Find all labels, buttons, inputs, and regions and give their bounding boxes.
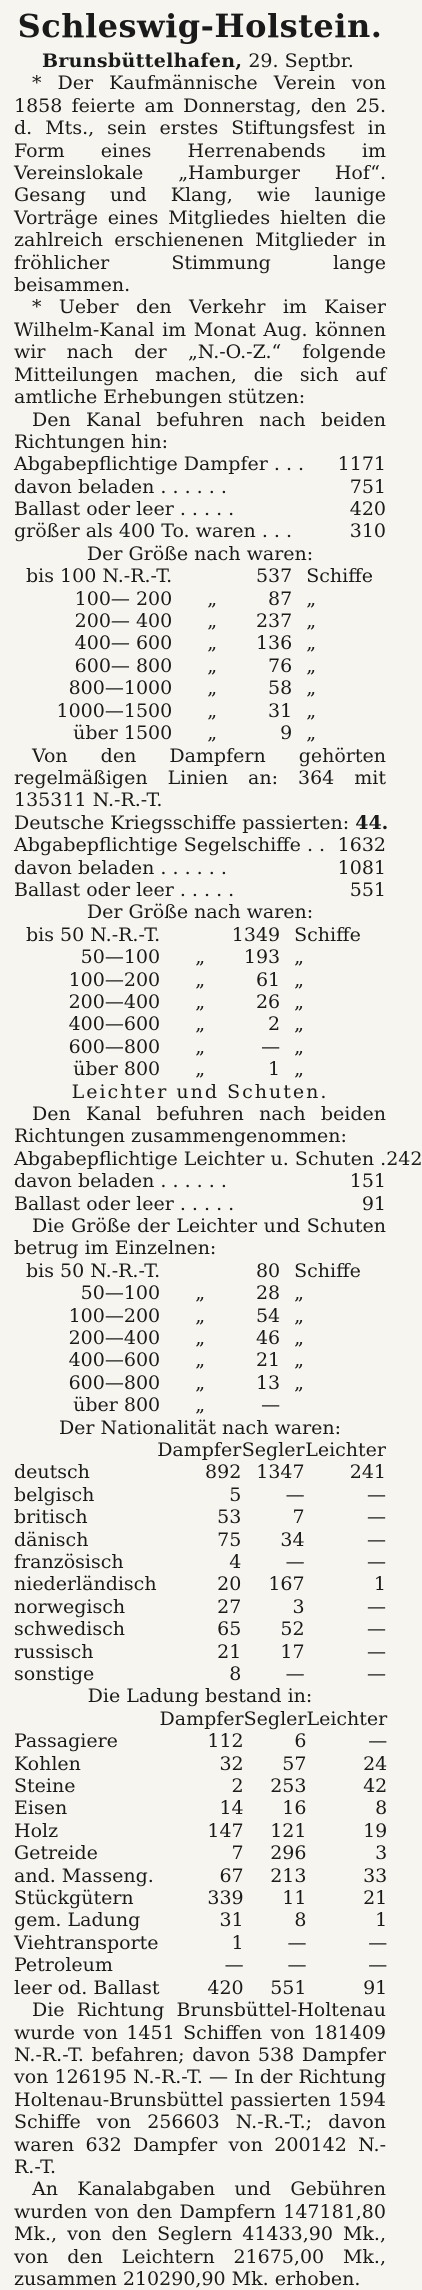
table-row: [14, 1775, 387, 1797]
size-count: 1: [268, 1058, 281, 1081]
cell-dampfer: 112: [207, 1730, 244, 1753]
size-row: [26, 632, 373, 654]
stat-row: [14, 453, 386, 475]
table-row: [14, 1954, 387, 1976]
size-count: 537: [255, 565, 293, 588]
size-ditto: [170, 1260, 230, 1282]
table-row: [14, 1506, 386, 1528]
size-count: 80: [255, 1259, 281, 1282]
size-ditto: „: [207, 677, 218, 700]
cell-segler: 253: [270, 1775, 307, 1798]
linien-paragraph: Von den Dampfern gehörten regelmäßigen Linien an: 364 mit 135311 N.-R.-T.: [14, 744, 386, 812]
row-label: Kohlen: [14, 1752, 81, 1775]
size-ditto: „: [195, 1371, 206, 1394]
size-range: 1000—1500: [56, 699, 173, 722]
leichter-groesse-intro: Die Größe der Leichter und Schuten betrug im Einzelnen:: [14, 1214, 386, 1260]
table-row: [14, 1641, 386, 1663]
table-row: [14, 1797, 387, 1819]
size-ditto: „: [207, 722, 218, 745]
cell-dampfer: 32: [219, 1752, 244, 1775]
cell-dampfer: 7: [231, 1842, 244, 1865]
size-count: 13: [255, 1371, 281, 1394]
cell-dampfer: 65: [217, 1618, 242, 1641]
stat-label: Ballast oder leer . . . . .: [14, 1192, 235, 1215]
size-unit: „: [306, 722, 317, 745]
dampfer-list: [14, 453, 386, 543]
cell-dampfer: 21: [217, 1640, 242, 1663]
abgaben-paragraph: An Kanalabgaben und Gebühren wurden von den Dampfern 147181,80 Mk., von den Seglern 41433,90 Mk., von den Leichtern 21675,00 Mk., zusammen 210290,90 Mk. erhoben.: [14, 2178, 386, 2290]
table-row: [14, 1887, 387, 1909]
table-row: [14, 1730, 387, 1752]
cell-leichter: —: [368, 1931, 388, 1954]
cell-dampfer: 339: [207, 1887, 244, 1910]
stat-row: [14, 520, 386, 542]
size-range: 200— 400: [74, 610, 173, 633]
size-ditto: „: [195, 946, 206, 969]
segler-groesse-heading: Der Größe nach waren:: [86, 901, 314, 924]
size-ditto: [170, 924, 230, 946]
size-count: 2: [268, 1013, 281, 1036]
cell-dampfer: 14: [219, 1797, 244, 1820]
size-count: 136: [255, 632, 293, 655]
cell-leichter: 8: [375, 1797, 388, 1820]
size-count: 9: [280, 722, 293, 745]
size-count: —: [261, 1035, 281, 1058]
dateline-date: 29. Septbr.: [248, 50, 354, 72]
size-unit: [280, 1394, 361, 1416]
leichter-list: [14, 1147, 422, 1215]
row-label: französisch: [14, 1550, 124, 1573]
row-label: Petroleum: [14, 1954, 113, 1977]
cell-leichter: 24: [363, 1752, 388, 1775]
table-header-blank: [14, 1439, 157, 1461]
paragraph-kanal-intro: * Ueber den Verkehr im Kaiser Wilhelm-Kanal im Monat Aug. können wir nach der „N.-O.-Z.“ folgende Mitteilungen machen, die sich auf amtliche Erhebungen stützen:: [14, 296, 386, 409]
stat-value: 1081: [337, 856, 386, 879]
column-header: Leichter: [306, 1707, 388, 1730]
size-row: [26, 722, 373, 744]
row-label: deutsch: [14, 1461, 90, 1484]
size-range: 400—600: [68, 1349, 161, 1372]
cell-segler: 7: [292, 1506, 305, 1529]
cell-dampfer: —: [224, 1954, 244, 1977]
table-row: [14, 1663, 386, 1685]
table-row: [14, 1909, 387, 1931]
size-row: [26, 1372, 361, 1394]
size-ditto: „: [195, 990, 206, 1013]
size-unit: „: [294, 1371, 304, 1394]
cell-leichter: 1: [375, 1909, 388, 1932]
size-count: 31: [268, 699, 293, 722]
nationalitaet-table: [14, 1439, 386, 1685]
size-row: [26, 588, 373, 610]
leichter-groesse-table: [26, 1260, 361, 1417]
stat-value: 1632: [337, 834, 386, 857]
size-unit: „: [306, 699, 317, 722]
page-title: Schleswig-Holstein.: [17, 7, 383, 45]
size-row: [26, 1036, 361, 1058]
size-row: [26, 700, 373, 722]
size-row: [26, 969, 361, 991]
cell-leichter: 91: [363, 1976, 388, 1999]
stat-value: 1171: [337, 453, 386, 476]
size-ditto: „: [207, 654, 218, 677]
size-range: 100— 200: [74, 587, 173, 610]
size-range: 400— 600: [74, 632, 173, 655]
size-unit: „: [294, 1058, 304, 1081]
richtung-paragraph: Die Richtung Brunsbüttel-Holtenau wurde von 1451 Schiffen von 181409 N.-R.-T. befahren; davon 538 Dampfer von 126195 N.-R.-T. — In der Richtung Holtenau-Brunsbüttel passierten 1594 Schiffe von 256603 N.-R.-T.; davon waren 632 Dampfer von 200142 N.-R.-T.: [14, 1999, 386, 2178]
size-unit: Schiffe: [306, 565, 373, 588]
size-row: [26, 1058, 361, 1080]
size-row: [26, 565, 373, 587]
dampfer-groesse-table: [26, 565, 373, 744]
size-unit: „: [294, 968, 304, 991]
cell-segler: —: [287, 1954, 307, 1977]
column-header: Dampfer: [159, 1707, 244, 1730]
stat-value: 151: [349, 1170, 386, 1193]
cell-dampfer: 2: [231, 1775, 244, 1798]
row-label: Getreide: [14, 1842, 98, 1865]
cell-segler: 213: [270, 1864, 307, 1887]
row-label: and. Masseng.: [14, 1864, 154, 1887]
stat-label: Ballast oder leer . . . . .: [14, 498, 235, 521]
table-row: [14, 1932, 387, 1954]
stat-label: Ballast oder leer . . . . .: [14, 878, 235, 901]
cell-segler: 296: [270, 1842, 307, 1865]
size-row: [26, 1305, 361, 1327]
cell-segler: 8: [294, 1909, 307, 1932]
size-range: bis 50 N.-R.-T.: [26, 1259, 161, 1282]
table-row: [14, 1618, 386, 1640]
size-ditto: „: [195, 1058, 206, 1081]
size-row: [26, 677, 373, 699]
row-label: belgisch: [14, 1483, 95, 1506]
size-row: [26, 1327, 361, 1349]
stat-row: [14, 1170, 386, 1192]
stat-value: 310: [349, 520, 386, 543]
row-label: dänisch: [14, 1528, 89, 1551]
table-row: [14, 1820, 387, 1842]
size-unit: „: [294, 1282, 304, 1305]
stat-row: [14, 476, 386, 498]
size-unit: „: [294, 1304, 304, 1327]
size-unit: „: [294, 946, 304, 969]
size-range: 100—200: [68, 1304, 161, 1327]
size-unit: „: [294, 1326, 304, 1349]
cell-dampfer: 892: [205, 1461, 242, 1484]
cell-segler: 551: [270, 1976, 307, 1999]
size-unit: „: [294, 990, 304, 1013]
row-label: Holz: [14, 1819, 59, 1842]
nationalitaet-heading: Der Nationalität nach waren:: [58, 1416, 342, 1439]
size-count: 26: [255, 990, 281, 1013]
table-row: [14, 1529, 386, 1551]
table-row: [14, 1484, 386, 1506]
size-count: 237: [255, 610, 293, 633]
cell-segler: 167: [268, 1573, 305, 1596]
stat-label: größer als 400 To. waren . . .: [14, 520, 293, 543]
table-row: [14, 1977, 387, 1999]
cell-segler: 34: [280, 1528, 305, 1551]
size-count: 54: [255, 1304, 281, 1327]
size-range: 100—200: [68, 968, 161, 991]
size-row: [26, 946, 361, 968]
size-range: 400—600: [68, 1013, 161, 1036]
size-range: 50—100: [80, 946, 161, 969]
size-ditto: „: [207, 632, 218, 655]
size-row: [26, 1013, 361, 1035]
size-count: 87: [268, 587, 293, 610]
size-unit: Schiffe: [294, 923, 361, 946]
row-label: norwegisch: [14, 1595, 126, 1618]
size-ditto: „: [195, 1304, 206, 1327]
size-count: 193: [243, 946, 281, 969]
column-header: Dampfer: [157, 1438, 242, 1461]
size-count: 28: [255, 1282, 281, 1305]
cell-dampfer: 20: [217, 1573, 242, 1596]
size-ditto: „: [195, 1035, 206, 1058]
cell-leichter: —: [367, 1483, 386, 1506]
table-header-blank: [14, 1708, 160, 1730]
table-row: [14, 1865, 387, 1887]
cell-segler: 16: [282, 1797, 307, 1820]
stat-row: [14, 857, 386, 879]
column-header: Segler: [241, 1438, 305, 1461]
cell-leichter: —: [368, 1730, 388, 1753]
row-label: sonstige: [14, 1663, 95, 1686]
dateline-place: Brunsbüttelhafen,: [42, 50, 243, 72]
cell-segler: 3: [292, 1595, 305, 1618]
cell-dampfer: 420: [207, 1976, 244, 1999]
size-ditto: „: [207, 587, 218, 610]
cell-dampfer: 75: [217, 1528, 242, 1551]
size-ditto: „: [207, 610, 218, 633]
size-count: 58: [268, 677, 293, 700]
row-label: Steine: [14, 1775, 76, 1798]
cell-dampfer: 8: [229, 1663, 242, 1686]
size-count: 1349: [231, 923, 281, 946]
size-range: über 1500: [73, 722, 173, 745]
size-unit: Schiffe: [294, 1259, 361, 1282]
ladung-table: [14, 1708, 387, 1999]
size-ditto: „: [195, 1394, 206, 1417]
cell-segler: 17: [280, 1640, 305, 1663]
size-ditto: „: [195, 1349, 206, 1372]
row-label: gem. Ladung: [14, 1909, 141, 1932]
size-unit: „: [306, 632, 317, 655]
size-range: über 800: [73, 1058, 161, 1081]
size-range: 200—400: [68, 990, 161, 1013]
column-header: Segler: [243, 1707, 307, 1730]
size-row: [26, 1349, 361, 1371]
dampfer-groesse-heading: Der Größe nach waren:: [86, 542, 314, 565]
size-unit: „: [306, 587, 317, 610]
table-row: [14, 1753, 387, 1775]
size-ditto: „: [195, 1013, 206, 1036]
cell-leichter: —: [367, 1506, 386, 1529]
cell-segler: 6: [294, 1730, 307, 1753]
cell-dampfer: 67: [219, 1864, 244, 1887]
kriegsschiffe-line: [14, 811, 389, 834]
leichter-intro: Den Kanal befuhren nach beiden Richtungen zusammengenommen:: [14, 1102, 386, 1148]
table-row: [14, 1551, 386, 1573]
cell-dampfer: 31: [219, 1909, 244, 1932]
stat-label: davon beladen . . . . . .: [14, 1170, 227, 1193]
size-unit: „: [306, 610, 317, 633]
cell-segler: —: [285, 1663, 305, 1686]
stat-row: [14, 879, 386, 901]
cell-segler: 1347: [256, 1461, 305, 1484]
size-range: 600—800: [68, 1371, 161, 1394]
size-range: 800—1000: [68, 677, 173, 700]
table-header-row: [14, 1708, 387, 1730]
stat-value: 751: [349, 475, 386, 498]
size-ditto: [182, 565, 242, 587]
cell-segler: 52: [280, 1618, 305, 1641]
stat-label: Abgabepflichtige Leichter u. Schuten .: [14, 1147, 387, 1170]
stat-row: [14, 1147, 422, 1170]
cell-leichter: 3: [375, 1842, 388, 1865]
row-label: schwedisch: [14, 1618, 126, 1641]
size-range: 50—100: [80, 1282, 161, 1305]
row-label: russisch: [14, 1640, 94, 1663]
stat-label: Abgabepflichtige Dampfer . . .: [14, 453, 305, 476]
cell-leichter: —: [368, 1954, 388, 1977]
stat-row: [14, 498, 386, 520]
stat-value: 91: [361, 1192, 386, 1215]
size-range: bis 50 N.-R.-T.: [26, 923, 161, 946]
cell-leichter: —: [367, 1528, 386, 1551]
cell-leichter: —: [367, 1663, 386, 1686]
kriegsschiffe-text: Deutsche Kriegsschiffe passierten:: [14, 811, 350, 834]
row-label: Passagiere: [14, 1730, 118, 1753]
size-row: [26, 655, 373, 677]
paragraph-verein: * Der Kaufmännische Verein von 1858 feierte am Donnerstag, den 25. d. Mts., sein erstes Stiftungsfest in Form eines Herrenabends im Vereinslokale „Hamburger Hof“. Gesang und Klang, wie launige Vorträge eines Mitgliedes hielten die zahlreich erschienenen Mitglieder in fröhlicher Stimmung lange beisammen.: [14, 72, 386, 297]
stat-value: 242: [386, 1147, 422, 1170]
stat-label: Abgabepflichtige Segelschiffe . .: [14, 834, 326, 857]
size-row: [26, 610, 373, 632]
table-row: [14, 1461, 386, 1483]
cell-leichter: —: [367, 1640, 386, 1663]
cell-segler: 121: [270, 1819, 307, 1842]
dateline: [42, 50, 386, 72]
size-count: 21: [255, 1349, 281, 1372]
size-count: —: [261, 1394, 281, 1417]
cell-leichter: 21: [363, 1887, 388, 1910]
cell-segler: —: [287, 1931, 307, 1954]
table-row: [14, 1842, 387, 1864]
cell-segler: —: [285, 1483, 305, 1506]
size-row: [26, 1282, 361, 1304]
cell-segler: —: [285, 1550, 305, 1573]
table-row: [14, 1573, 386, 1595]
cell-leichter: 241: [349, 1461, 386, 1484]
cell-segler: 57: [282, 1752, 307, 1775]
cell-leichter: 19: [363, 1819, 388, 1842]
size-count: 76: [268, 654, 293, 677]
cell-leichter: —: [367, 1618, 386, 1641]
cell-leichter: —: [367, 1550, 386, 1573]
size-ditto: „: [195, 968, 206, 991]
table-row: [14, 1596, 386, 1618]
size-unit: „: [294, 1035, 304, 1058]
row-label: Stückgütern: [14, 1887, 134, 1910]
size-unit: „: [294, 1013, 304, 1036]
cell-dampfer: 4: [229, 1550, 242, 1573]
size-unit: „: [306, 677, 317, 700]
size-ditto: „: [195, 1282, 206, 1305]
table-header-row: [14, 1439, 386, 1461]
cell-leichter: 1: [373, 1573, 386, 1596]
cell-dampfer: 27: [217, 1595, 242, 1618]
cell-leichter: —: [367, 1595, 386, 1618]
cell-dampfer: 53: [217, 1506, 242, 1529]
column-header: Leichter: [305, 1438, 386, 1461]
row-label: Viehtransporte: [14, 1931, 159, 1954]
leichter-heading: Leichter und Schuten.: [71, 1080, 329, 1103]
cell-segler: 11: [282, 1887, 307, 1910]
segler-groesse-table: [26, 924, 361, 1081]
ladung-heading: Die Ladung bestand in:: [87, 1685, 313, 1708]
size-ditto: „: [207, 699, 218, 722]
size-row: [26, 1394, 361, 1416]
size-unit: „: [294, 1349, 304, 1372]
size-range: bis 100 N.-R.-T.: [26, 565, 173, 588]
stat-label: davon beladen . . . . . .: [14, 475, 227, 498]
cell-leichter: 42: [363, 1775, 388, 1798]
segler-list: [14, 834, 386, 901]
row-label: leer od. Ballast: [14, 1976, 160, 1999]
size-range: 600—800: [68, 1035, 161, 1058]
kriegsschiffe-value: 44.: [355, 811, 389, 834]
row-label: Eisen: [14, 1797, 68, 1820]
kanal-heading: Den Kanal befuhren nach beiden Richtungen hin:: [14, 408, 386, 453]
size-row: [26, 1260, 361, 1282]
size-row: [26, 924, 361, 946]
size-range: 200—400: [68, 1326, 161, 1349]
row-label: britisch: [14, 1506, 88, 1529]
stat-value: 420: [349, 498, 386, 521]
size-count: 46: [255, 1326, 281, 1349]
stat-row: [14, 1193, 386, 1215]
cell-leichter: 33: [363, 1864, 388, 1887]
size-row: [26, 991, 361, 1013]
size-range: über 800: [73, 1394, 161, 1417]
size-ditto: „: [195, 1326, 206, 1349]
cell-dampfer: 1: [231, 1931, 244, 1954]
stat-label: davon beladen . . . . . .: [14, 856, 227, 879]
size-range: 600— 800: [74, 654, 173, 677]
cell-dampfer: 5: [229, 1483, 242, 1506]
cell-dampfer: 147: [207, 1819, 244, 1842]
row-label: niederländisch: [14, 1573, 157, 1596]
stat-value: 551: [349, 878, 386, 901]
stat-row: [14, 834, 386, 856]
size-unit: „: [306, 654, 317, 677]
size-count: 61: [255, 968, 281, 991]
